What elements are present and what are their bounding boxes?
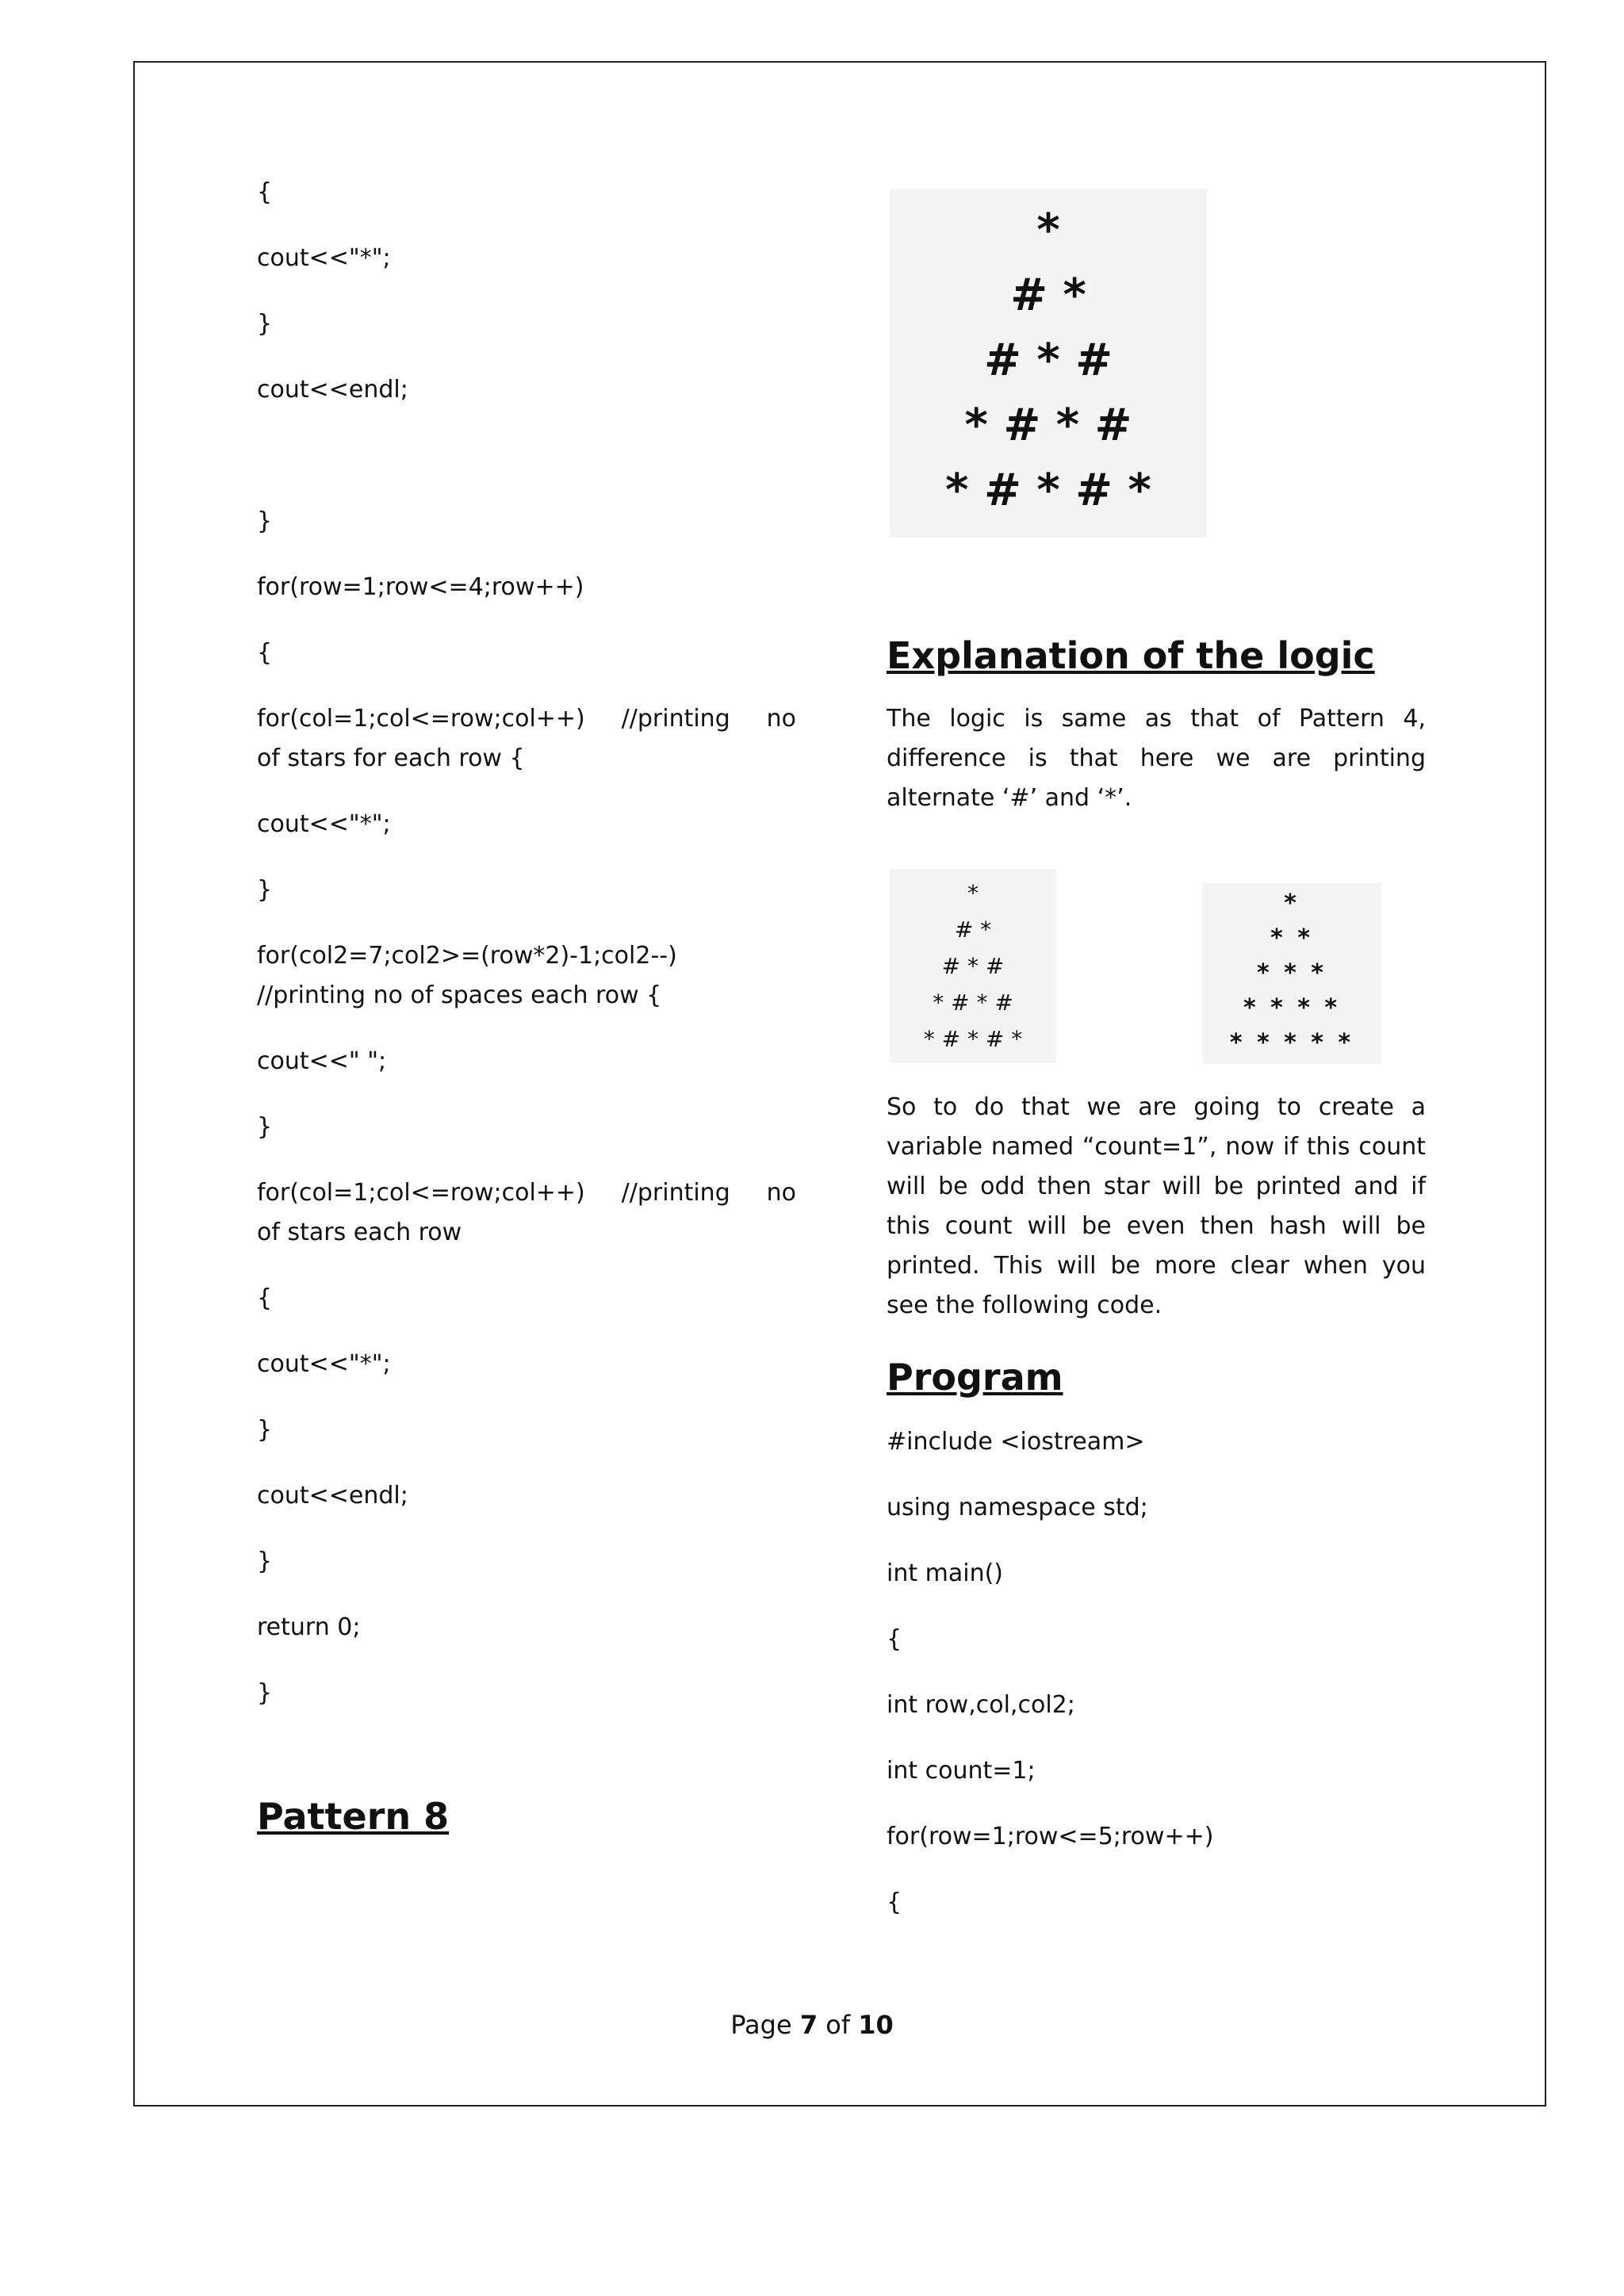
code-line: for(row=1;row<=5;row++) [887,1823,1214,1850]
code-line: } [257,310,273,338]
code-line [257,436,796,502]
pattern-image-small-alternate [890,869,1056,1063]
footer-of-word: of [825,2010,851,2040]
explanation-section [887,634,1426,818]
pattern-row: * # * # * [923,1026,1023,1052]
code-line: cout<<endl; [257,376,408,404]
pattern-row: * * * * * [1229,1029,1354,1057]
code-line: cout<<"*"; [257,810,391,838]
code-line: } [257,1548,273,1575]
page-footer [0,2010,1624,2040]
count-explanation [887,1088,1426,1326]
pattern-row: # * # [941,953,1005,979]
pattern-image-large [890,189,1207,538]
code-line: cout<<" "; [257,1047,387,1075]
code-line: return 0; [257,1613,361,1641]
code-line: { [257,639,273,667]
pattern-row: * # * # [933,989,1013,1016]
footer-page-number: 7 [799,2010,818,2040]
code-line: for(col=1;col<=row;col++) //printing no of stars each row [257,1179,819,1246]
code-line: } [257,507,273,535]
code-line: } [257,1113,273,1141]
code-line: #include <iostream> [887,1428,1145,1456]
pattern-row: * * * * [1243,994,1341,1022]
pattern-row: * [1284,890,1300,917]
code-line: int row,col,col2; [887,1691,1075,1719]
pattern-image-small-stars [1202,883,1381,1064]
code-line: } [257,1679,273,1707]
code-line: cout<<"*"; [257,1350,391,1378]
pattern-row: * * * [1257,959,1327,987]
program-heading: Program [887,1356,1063,1399]
footer-total-pages: 10 [858,2010,894,2040]
code-line: } [257,1416,273,1444]
pattern-row: * # * # * [945,465,1151,516]
program-section [887,1356,1426,1949]
pattern-row: * # * # [964,400,1132,451]
left-column [257,173,819,1838]
pattern-row: * [967,880,979,906]
pattern-row: # * [954,916,992,943]
code-line: } [257,876,273,904]
code-line: cout<<endl; [257,1482,408,1510]
code-line: for(row=1;row<=4;row++) [257,573,584,601]
code-line: { [257,1284,273,1312]
code-line: { [887,1888,902,1916]
code-line: { [887,1625,902,1653]
code-line: for(col=1;col<=row;col++) //printing no of stars for each row { [257,705,819,772]
explanation-text: The logic is same as that of Pattern 4, difference is that here we are printing alternate ‘#’ and ‘*’. [887,705,1426,812]
code-line: { [257,178,273,206]
code-line: cout<<"*"; [257,244,391,272]
explanation-heading: Explanation of the logic [887,634,1375,677]
pattern-row: * [1036,205,1060,256]
code-line: int main() [887,1559,1004,1587]
pattern8-heading: Pattern 8 [257,1795,450,1838]
code-line: int count=1; [887,1757,1036,1785]
count-text: So to do that we are going to create a variable named “count=1”, now if this count will be odd then star will be printed and if this count will be even then hash will be printed. This will be more clear when you see the following code. [887,1093,1426,1319]
code-line: using namespace std; [887,1494,1148,1521]
pattern-row: # * # [983,335,1113,386]
code-line: for(col2=7;col2>=(row*2)-1;col2--) //printing no of spaces each row { [257,942,700,1009]
pattern-row: * * [1270,924,1313,952]
pattern-row: # * [1010,270,1086,321]
footer-page-word: Page [730,2010,792,2040]
